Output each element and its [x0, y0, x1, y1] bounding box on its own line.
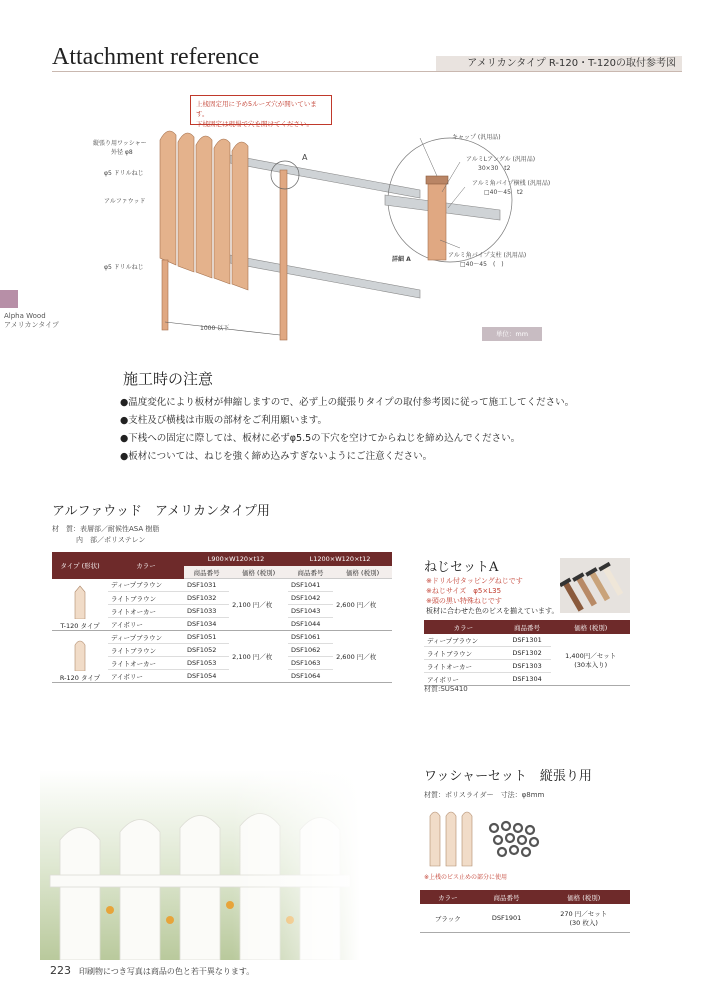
head-color: カラー	[108, 552, 184, 579]
note-item: ●支柱及び横桟は市販の部材をご利用願います。	[120, 415, 328, 426]
color-cell: ライトオーカー	[108, 605, 184, 618]
washer-head-code: 商品番号	[476, 890, 538, 904]
washer-title: ワッシャーセット 縦張り用	[424, 769, 592, 784]
code-cell: DSF1052	[184, 644, 229, 657]
washer-head-price: 価格 (税別)	[537, 890, 630, 904]
installation-callout	[190, 95, 332, 128]
price-cell: 2,600 円／枚	[333, 631, 392, 683]
code-cell: DSF1302	[503, 647, 552, 660]
code-cell: DSF1064	[288, 670, 333, 683]
screws-note-4: 板材に合わせた色のビスを揃えています。	[426, 607, 559, 615]
screws-note-1: ※ドリル付タッピングねじです	[426, 577, 523, 585]
screws-notes	[426, 576, 558, 616]
head-size-2: L1200×W120×t12	[288, 552, 392, 566]
side-label	[4, 312, 59, 330]
code-cell: DSF1063	[288, 657, 333, 670]
note-item: ●板材については、ねじを強く締め込みすぎないようにご注意ください。	[120, 451, 433, 462]
price-cell: 2,600 円／枚	[333, 579, 392, 631]
type-name: T-120 タイプ	[60, 622, 100, 630]
label-span: 1000 以下	[200, 325, 230, 332]
head-price-2: 価格 (税別)	[333, 566, 392, 579]
side-label-brand: Alpha Wood	[4, 312, 46, 320]
detail-cap	[426, 176, 448, 184]
code-cell: DSF1042	[288, 592, 333, 605]
code-cell: DSF1051	[184, 631, 229, 644]
washer-head-color: カラー	[420, 890, 476, 904]
color-cell: ライトオーカー	[424, 660, 503, 673]
code-cell: DSF1032	[184, 592, 229, 605]
price-cell: 1,400円／セット (30本入り)	[551, 634, 630, 686]
side-label-type: アメリカンタイプ	[4, 321, 59, 329]
upper-rail	[230, 155, 420, 198]
color-cell: ブラック	[420, 904, 476, 933]
screws-head-price: 価格 (税別)	[551, 620, 630, 634]
notes-list	[120, 394, 574, 466]
label-cap: キャップ (汎用品)	[452, 134, 501, 141]
t120-shape-icon	[74, 585, 86, 619]
color-cell: アイボリー	[108, 670, 184, 683]
notes-title: 施工時の注意	[123, 370, 214, 388]
screws-note-2: ※ねじサイズ φ5×L35	[426, 587, 502, 595]
label-pipe: アルミ角パイプ横桟 (汎用品) □40～45 t2	[472, 180, 551, 196]
r120-shape-icon	[74, 637, 86, 671]
color-cell: ライトブラウン	[108, 592, 184, 605]
code-cell: DSF1303	[503, 660, 552, 673]
note-item: ●温度変化により板材が伸縮しますので、必ず上の縦張りタイプの取付参考図に従って施工してください。	[120, 397, 575, 408]
product-title: アルファウッド アメリカンタイプ用	[52, 504, 270, 519]
table-row	[52, 579, 392, 592]
label-a-marker: A	[302, 153, 308, 162]
code-cell: DSF1041	[288, 579, 333, 592]
code-cell: DSF1301	[503, 634, 552, 647]
code-cell: DSF1044	[288, 618, 333, 631]
code-cell: DSF1033	[184, 605, 229, 618]
price-cell: 2,100 円／枚	[229, 631, 288, 683]
washer-material: 材質：ポリスライダー 寸法：φ8mm	[424, 791, 545, 799]
page-number: 223	[50, 964, 71, 977]
callout-line-2: 下桟固定は現場で穴を開けてください。	[196, 120, 313, 128]
label-drill-screw: φ5 ドリルねじ	[104, 170, 144, 177]
fence-photo	[40, 770, 360, 960]
label-alphawood: アルファウッド	[104, 198, 146, 205]
table-row	[424, 634, 630, 647]
screws-head-code: 商品番号	[503, 620, 552, 634]
footer	[50, 964, 254, 977]
screws-material: 材質:SUS410	[424, 685, 468, 693]
screws-head-color: カラー	[424, 620, 503, 634]
screws-note-3: ※頭の黒い特殊ねじです	[426, 597, 502, 605]
color-cell: ディープブラウン	[424, 634, 503, 647]
code-cell: DSF1901	[476, 904, 538, 933]
label-washer: 縦張り用ワッシャー 外径 φ8	[93, 140, 147, 156]
detail-post	[428, 180, 446, 260]
left-post	[162, 260, 168, 330]
price-cell: 2,100 円／枚	[229, 579, 288, 631]
head-code-2: 商品番号	[288, 566, 333, 579]
table-row	[52, 631, 392, 644]
color-cell: アイボリー	[108, 618, 184, 631]
screws-title: ねじセットA	[424, 560, 499, 575]
head-price-1: 価格 (税別)	[229, 566, 288, 579]
product-table	[52, 552, 392, 683]
label-angle: アルミLアングル (汎用品) 30×30 t2	[466, 156, 536, 172]
code-cell: DSF1031	[184, 579, 229, 592]
screws-photo	[560, 558, 630, 613]
fence-diagram	[80, 90, 680, 350]
page-subtitle: アメリカンタイプ R-120・T-120の取付参考図	[436, 56, 682, 72]
title-rule	[52, 71, 682, 72]
code-cell: DSF1062	[288, 644, 333, 657]
label-drill-screw-lower: φ5 ドリルねじ	[104, 264, 144, 271]
page-title: Attachment reference	[52, 44, 260, 70]
color-cell: ライトブラウン	[424, 647, 503, 660]
label-post: アルミ角パイプ支柱 (汎用品) □40～45 ( )	[448, 252, 527, 268]
color-cell: ライトオーカー	[108, 657, 184, 670]
color-cell: ディープブラウン	[108, 631, 184, 644]
code-cell: DSF1034	[184, 618, 229, 631]
code-cell: DSF1043	[288, 605, 333, 618]
head-size-1: L900×W120×t12	[184, 552, 288, 566]
footer-note: 印刷物につき写真は商品の色と若干異なります。	[79, 967, 255, 976]
color-cell: ライトブラウン	[108, 644, 184, 657]
washer-caption: ※上桟のビス止めの部分に使用	[424, 874, 508, 881]
washer-illustration	[424, 806, 554, 868]
type-name: R-120 タイプ	[59, 674, 101, 682]
head-type: タイプ (形状)	[52, 552, 108, 579]
price-cell: 270 円／セット (30 枚入)	[537, 904, 630, 933]
label-detail-a: 詳細 A	[392, 256, 411, 263]
table-row	[420, 904, 630, 933]
color-cell: ディープブラウン	[108, 579, 184, 592]
screws-table	[424, 620, 630, 686]
color-cell: アイボリー	[424, 673, 503, 686]
code-cell: DSF1053	[184, 657, 229, 670]
head-code-1: 商品番号	[184, 566, 229, 579]
washer-table	[420, 890, 630, 933]
code-cell: DSF1061	[288, 631, 333, 644]
boards	[160, 131, 248, 290]
right-post	[280, 170, 287, 340]
product-material-2: 内 部／ポリステレン	[76, 536, 146, 544]
side-color-tab	[0, 290, 18, 308]
callout-line-1: 上桟固定用に予め5ルーズ穴が開いています。	[196, 100, 317, 118]
unit-label: 単位：mm	[482, 327, 542, 341]
code-cell: DSF1304	[503, 673, 552, 686]
note-item: ●下桟への固定に際しては、板材に必ずφ5.5の下穴を空けてからねじを締め込んでください。	[120, 433, 521, 444]
product-material-1: 材 質：表層部／耐候性ASA 樹脂	[52, 525, 160, 533]
code-cell: DSF1054	[184, 670, 229, 683]
